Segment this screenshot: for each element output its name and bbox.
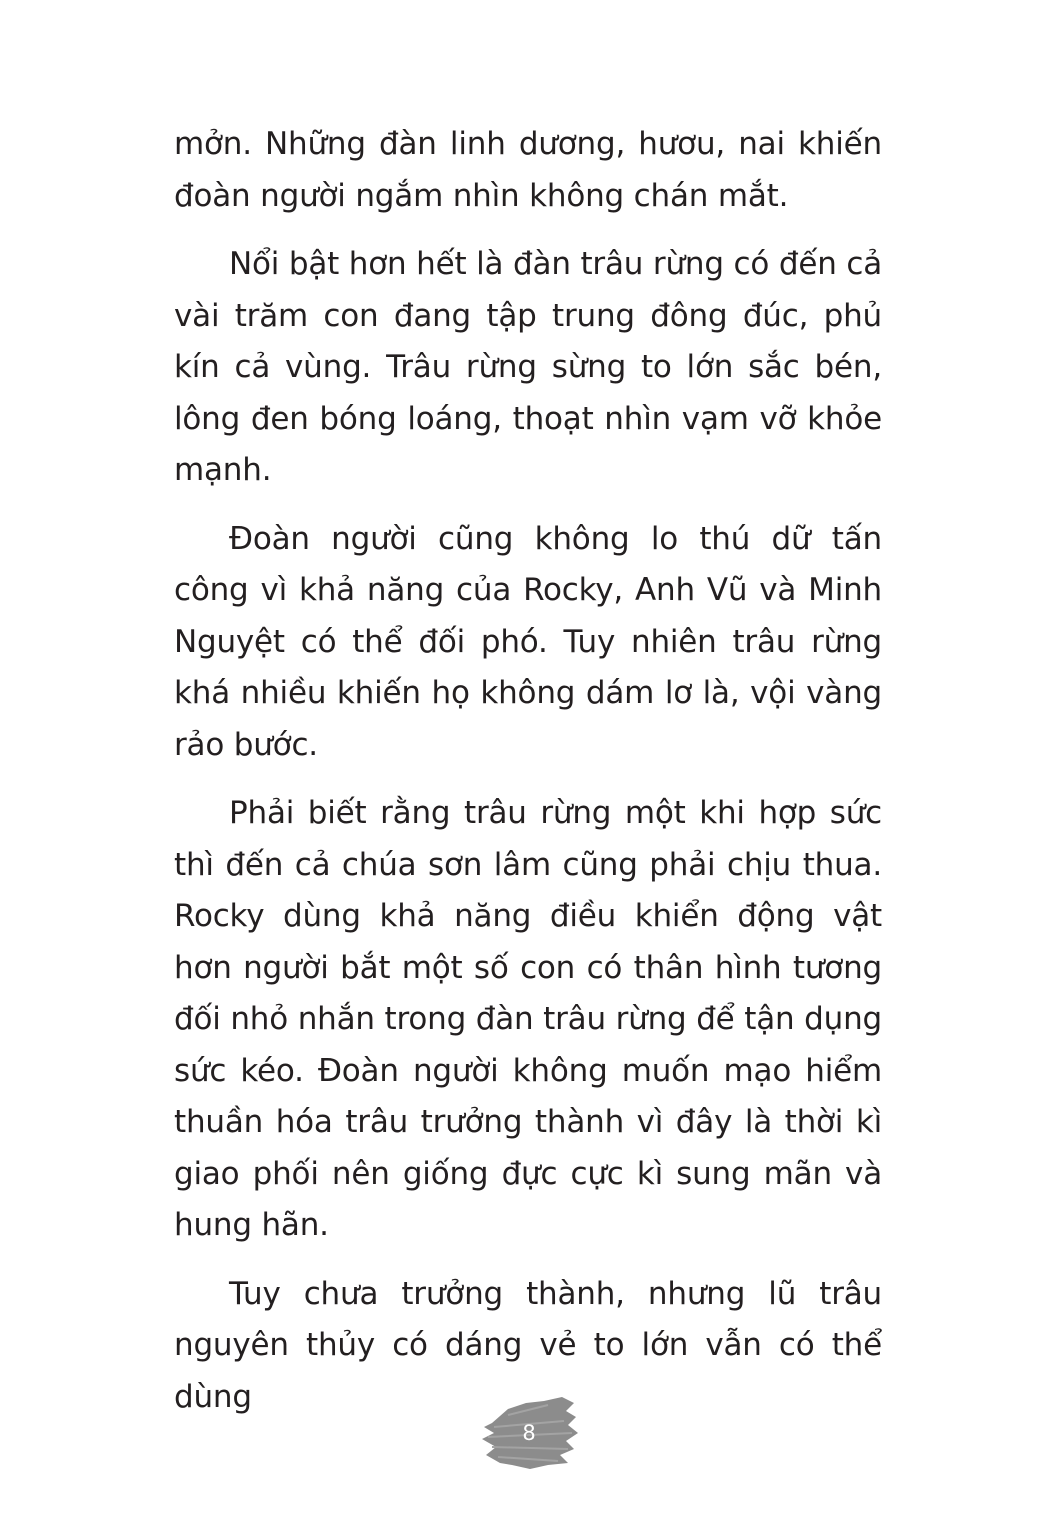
paragraph-5: Tuy chưa trưởng thành, nhưng lũ trâu nguyên thủy có dáng vẻ to lớn vẫn có thể dùng (174, 1275, 882, 1415)
paragraph-4: Phải biết rằng trâu rừng một khi hợp sức thì đến cả chúa sơn lâm cũng phải chịu thua. Rocky dùng khả năng điều khiển động vật hơn người bắt một số con có thân hình tương đối nhỏ nhắn trong đàn trâu rừng để tận dụng sức kéo. Đoàn người không muốn mạo hiểm thuần hóa trâu trưởng thành vì đây là thời kì giao phối nên giống đực cực kì sung mãn và hung hãn. (174, 795, 882, 1243)
page-number: 8 (522, 1421, 536, 1445)
page-number-badge (478, 1393, 580, 1473)
body-text (174, 119, 882, 1440)
paragraph-3: Đoàn người cũng không lo thú dữ tấn công vì khả năng của Rocky, Anh Vũ và Minh Nguyệt có thể đối phó. Tuy nhiên trâu rừng khá nhiều khiến họ không dám lơ là, vội vàng rảo bước. (174, 520, 882, 763)
paragraph-1: mởn. Những đàn linh dương, hươu, nai khiến đoàn người ngắm nhìn không chán mắt. (174, 126, 882, 214)
paragraph-2: Nổi bật hơn hết là đàn trâu rừng có đến cả vài trăm con đang tập trung đông đúc, phủ kín cả vùng. Trâu rừng sừng to lớn sắc bén, lông đen bóng loáng, thoạt nhìn vạm vỡ khỏe mạnh. (174, 246, 882, 488)
